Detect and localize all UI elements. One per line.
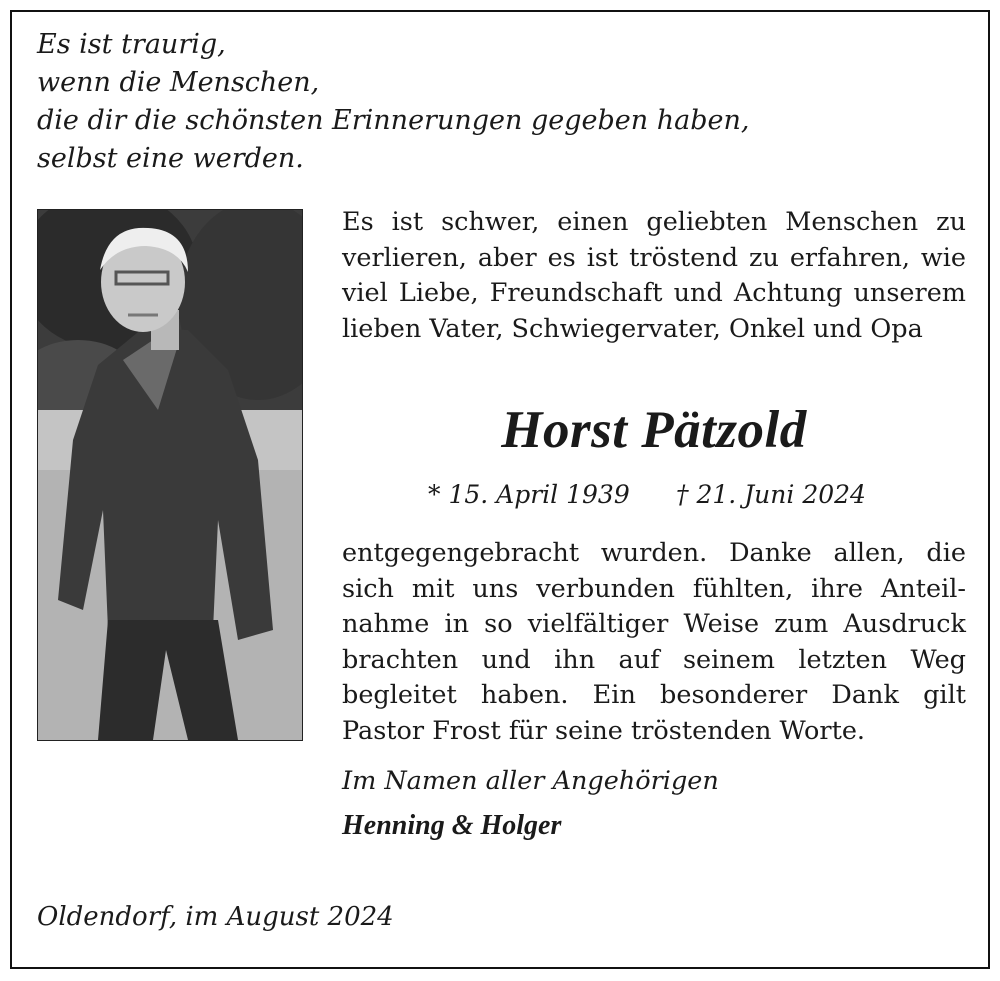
poem-line: die dir die schönsten Erinnerungen gegeben haben, (37, 105, 750, 136)
signature-names: Henning & Holger (342, 810, 562, 841)
death-date: † 21. Juni 2024 (676, 480, 866, 509)
deceased-name: Horst Pätzold (501, 401, 807, 459)
poem-line: Es ist traurig, (37, 29, 226, 60)
portrait-image (38, 210, 302, 740)
place-and-date: Oldendorf, im August 2024 (37, 902, 394, 932)
obituary-card (10, 10, 990, 969)
poem (37, 26, 937, 178)
intro-paragraph: Es ist schwer, einen geliebten Menschen zu verlieren, aber es ist tröstend zu erfahren, wie viel Liebe, Freundschaft und Achtung unserem lieben Vater, Schwiegervater, Onkel und Opa (342, 207, 966, 344)
birth-date: * 15. April 1939 (428, 480, 630, 509)
portrait-photo (37, 209, 303, 741)
signature-intro: Im Namen aller Angehörigen (342, 766, 719, 796)
thanks-paragraph: entgegengebracht wurden. Danke allen, die sich mit uns verbunden fühlten, ihre Anteil-nahme in so vielfältiger Weise zum Ausdruck brachten und ihn auf seinem letzten Weg begleitet haben. Ein besonderer Dank gilt Pastor Frost für seine tröstenden Worte. (342, 538, 966, 746)
poem-line: selbst eine werden. (37, 143, 304, 174)
poem-line: wenn die Menschen, (37, 67, 320, 98)
